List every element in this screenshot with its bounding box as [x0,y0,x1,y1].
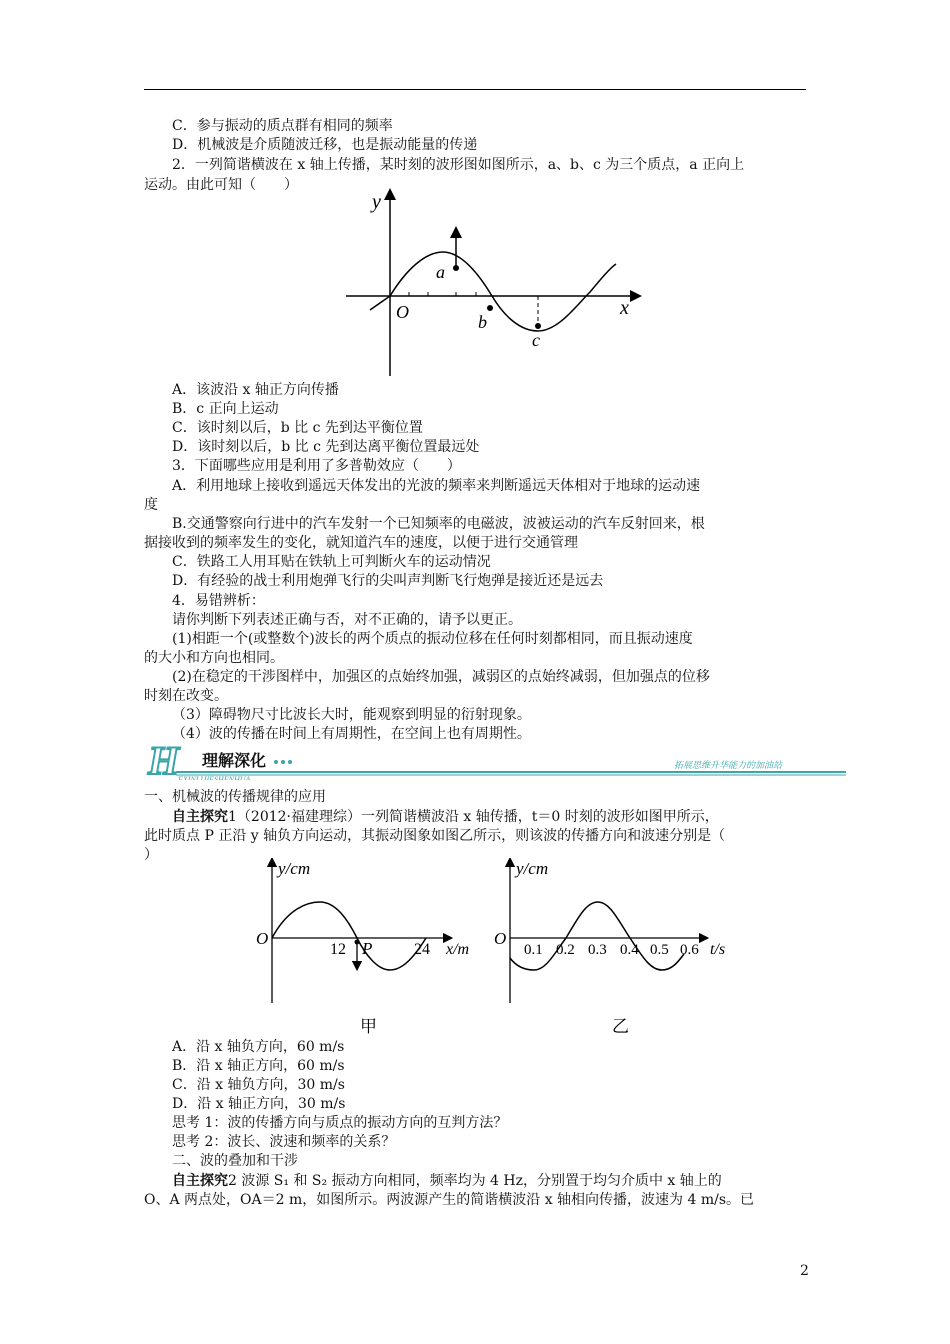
example-1-line2: 此时质点 P 正沿 y 轴负方向运动，其振动图象如图乙所示，则该波的传播方向和波速分别是（ [144,828,726,844]
q4-item1-line2: 的大小和方向也相同。 [144,650,284,666]
q4-item3: （3）障碍物尺寸比波长大时，能观察到明显的衍射现象。 [172,707,531,723]
q3-option-a-line2: 度 [144,497,158,513]
ex1-option-a: A．沿 x 轴负方向，60 m/s [172,1039,345,1055]
jia-caption: 甲 [360,1017,377,1036]
yi-caption: 乙 [612,1017,629,1036]
q3-option-d: D．有经验的战士利用炮弹飞行的尖叫声判断飞行炮弹是接近还是远去 [172,573,604,589]
jia-x-label: x/m [446,941,470,958]
banner-slogan: 拓展思维升华能力的加油站 [674,760,783,770]
example-1-label: 自主探究 [172,809,228,825]
example-2-line2: O、A 两点处，OA＝2 m，如图所示。两波源产生的简谐横波沿 x 轴相向传播，波速为 4 m/s。已 [144,1192,755,1208]
option-d-line: D．机械波是介质随波迁移，也是振动能量的传递 [172,137,478,153]
header-rule [144,89,806,90]
origin-label: O [396,302,409,322]
question-3: 3．下面哪些应用是利用了多普勒效应（ ） [172,458,461,474]
jia-origin: O [256,929,269,948]
q2-option-c: C．该时刻以后，b 比 c 先到达平衡位置 [172,420,423,436]
example-2-label: 自主探究 [172,1173,228,1189]
q3-option-c: C．铁路工人用耳贴在铁轨上可判断火车的运动情况 [172,554,491,570]
q4-item4: （4）波的传播在时间上有周期性，在空间上也有周期性。 [172,726,531,742]
question-2-line1: 2．一列简谐横波在 x 轴上传播，某时刻的波形图如图所示，a、b、c 为三个质点，a 正向上 [172,157,745,173]
point-b [487,305,493,311]
example-1-line1: 自主探究1（2012·福建理综）一列简谐横波沿 x 轴传播，t＝0 时刻的波形如图甲所示， [172,809,719,825]
jia-tick-24: 24 [414,941,430,958]
q2-option-a: A．该波沿 x 轴正方向传播 [172,382,339,398]
yi-y-label: y/cm [516,859,549,878]
q3-option-a-line1: A．利用地球上接收到遥远天体发出的光波的频率来判断遥远天体相对于地球的运动速 [172,478,701,494]
page-number: 2 [800,1263,809,1279]
yi-tick-0.5: 0.5 [650,942,669,958]
c-label: c [532,330,540,350]
point-a [453,265,459,271]
example-1-line3: ） [144,847,158,863]
section-banner [146,742,846,780]
ex1-option-c: C．沿 x 轴负方向，30 m/s [172,1077,345,1093]
example-2-line1: 自主探究2 波源 S₁ 和 S₂ 振动方向相同，频率均为 4 Hz，分别置于均匀介质中 x 轴上的 [172,1173,722,1189]
jia-y-label: y/cm [278,859,311,878]
b-label: b [478,312,487,332]
q2-option-d: D．该时刻以后，b 比 c 先到达离平衡位置最远处 [172,439,480,455]
ex1-option-b: B．沿 x 轴正方向，60 m/s [172,1058,345,1074]
section-2-heading: 二、波的叠加和干涉 [172,1153,298,1169]
ex1-option-d: D．沿 x 轴正方向，30 m/s [172,1096,346,1112]
section-1-heading: 一、机械波的传播规律的应用 [144,789,326,805]
option-c-line: C．参与振动的质点群有相同的频率 [172,118,393,134]
yi-x-label: t/s [710,941,726,958]
wave-figure-jia [248,858,488,1038]
a-label: a [436,262,445,282]
question-2-line2: 运动。由此可知（ ） [144,177,298,193]
q3-option-b-line1: B.交通警察向行进中的汽车发射一个已知频率的电磁波，波被运动的汽车反射回来，根 [172,516,705,532]
banner-pinyin: EXINLIJIESHENHUA [178,775,251,780]
yi-tick-0.1: 0.1 [524,942,543,958]
q4-item2-line1: (2)在稳定的干涉图样中，加强区的点始终加强，减弱区的点始终减弱，但加强点的位移 [172,669,710,685]
q3-option-b-line2: 据接收到的频率发生的变化，就知道汽车的速度，以便于进行交通管理 [144,535,578,551]
point-c [535,323,541,329]
vibration-figure-yi [494,858,744,1038]
jia-p-label: P [362,939,373,958]
think-2: 思考 2：波长、波速和频率的关系？ [172,1134,396,1150]
x-label: x [620,297,629,319]
banner-title: 理解深化 [202,753,267,770]
q4-item1-line1: (1)相距一个(或整数个)波长的两个质点的振动位移在任何时刻都相同，而且振动速度 [172,631,693,647]
yi-tick-0.4: 0.4 [620,942,639,958]
think-1: 思考 1：波的传播方向与质点的振动方向的互判方法？ [172,1115,508,1131]
yi-origin: O [494,929,507,948]
q4-instruction: 请你判断下列表述正确与否，对不正确的，请予以更正。 [172,612,522,628]
q2-option-b: B．c 正向上运动 [172,401,279,417]
y-label: y [372,191,381,213]
jia-tick-12: 12 [330,941,346,958]
question-4: 4．易错辨析： [172,593,265,609]
yi-tick-0.3: 0.3 [588,942,607,958]
yi-tick-0.6: 0.6 [680,942,699,958]
q4-item2-line2: 时刻在改变。 [144,688,228,704]
banner-logo: H [148,742,180,780]
wave-figure-1 [340,186,650,378]
yi-tick-0.2: 0.2 [556,942,575,958]
